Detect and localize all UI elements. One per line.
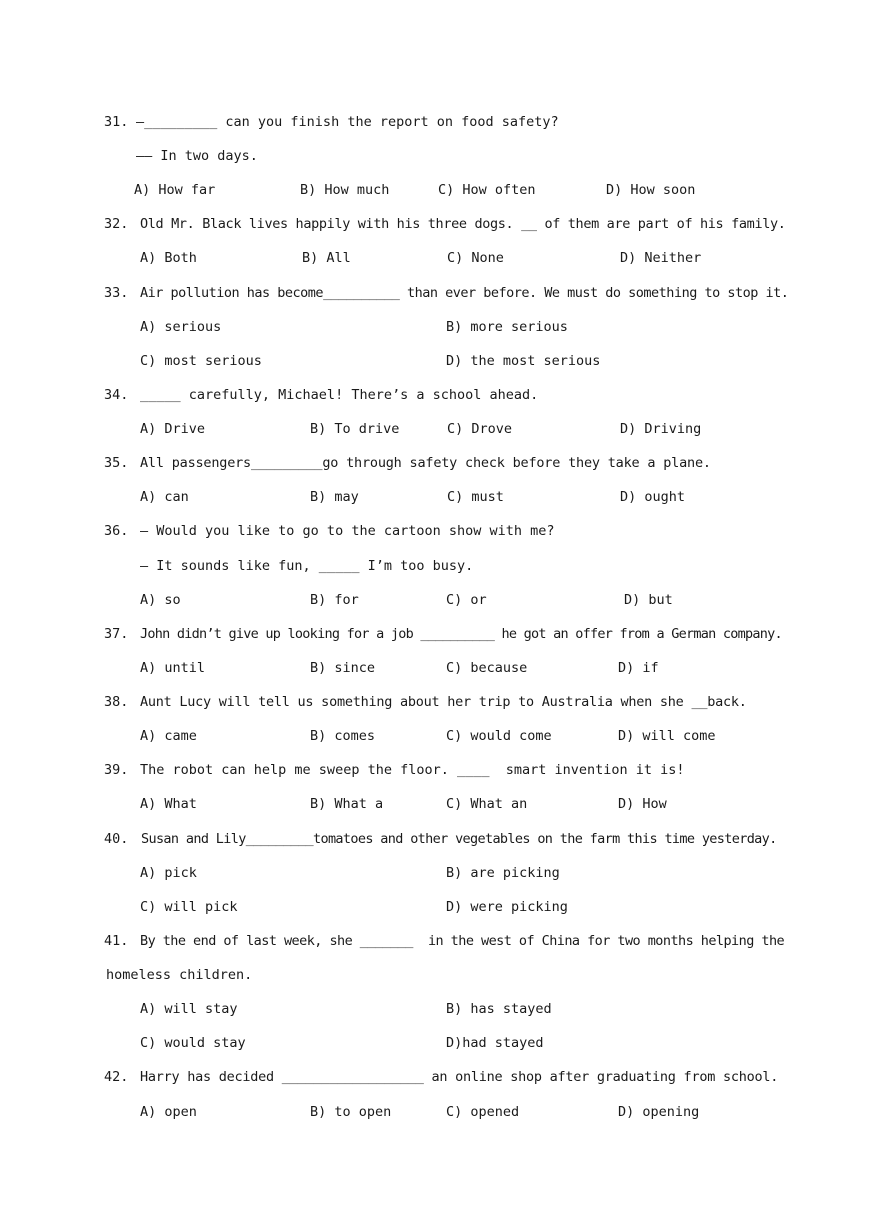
question-reply: —— In two days. xyxy=(136,148,258,164)
question-stem: Air pollution has become__________ than ever before. We must do something to stop it. xyxy=(140,285,789,301)
option-c: C) opened xyxy=(446,1104,520,1120)
question-stem: By the end of last week, she _______ in the west of China for two months helping the xyxy=(140,933,785,949)
option-d: D) Driving xyxy=(620,421,702,437)
option-c: C) None xyxy=(447,250,504,266)
option-c: C) What an xyxy=(446,796,528,812)
option-b: B) has stayed xyxy=(446,1001,552,1017)
question-number: 42. xyxy=(104,1069,129,1085)
option-b: B) since xyxy=(310,660,376,676)
option-d: D) the most serious xyxy=(446,353,601,369)
option-d: D) ought xyxy=(620,489,686,505)
option-c: C) would come xyxy=(446,728,552,744)
question-stem-continuation: homeless children. xyxy=(106,967,253,983)
option-c: C) must xyxy=(447,489,504,505)
question-reply: — It sounds like fun, _____ I’m too busy. xyxy=(140,558,474,574)
question-number: 35. xyxy=(104,455,129,471)
option-c: C) most serious xyxy=(140,353,262,369)
option-b: B) To drive xyxy=(310,421,400,437)
option-d: D) How xyxy=(618,796,667,812)
question-number: 32. xyxy=(104,216,129,232)
option-a: A) serious xyxy=(140,319,222,335)
option-c: C) How often xyxy=(438,182,536,198)
option-b: B) for xyxy=(310,592,359,608)
option-b: B) to open xyxy=(310,1104,392,1120)
option-a: A) What xyxy=(140,796,197,812)
option-b: B) All xyxy=(302,250,351,266)
question-stem: Aunt Lucy will tell us something about her trip to Australia when she __back. xyxy=(140,694,747,710)
question-stem: _____ carefully, Michael! There’s a school ahead. xyxy=(140,387,539,403)
option-c: C) Drove xyxy=(447,421,513,437)
option-d: D) were picking xyxy=(446,899,568,915)
question-number: 39. xyxy=(104,762,129,778)
question-stem: Harry has decided __________________ an online shop after graduating from school. xyxy=(140,1069,779,1085)
option-b: B) What a xyxy=(310,796,384,812)
option-a: A) How far xyxy=(134,182,216,198)
question-stem: John didn’t give up looking for a job __________ he got an offer from a German company. xyxy=(140,626,782,642)
option-d: D) but xyxy=(624,592,673,608)
question-stem: — Would you like to go to the cartoon show with me? xyxy=(140,523,555,539)
question-number: 40. xyxy=(104,831,129,847)
question-stem: —_________ can you finish the report on food safety? xyxy=(136,114,559,130)
question-number: 41. xyxy=(104,933,129,949)
option-a: A) open xyxy=(140,1104,197,1120)
option-d: D) if xyxy=(618,660,659,676)
option-d: D) will come xyxy=(618,728,716,744)
option-b: B) may xyxy=(310,489,359,505)
option-d: D) Neither xyxy=(620,250,702,266)
question-number: 36. xyxy=(104,523,129,539)
option-d: D)had stayed xyxy=(446,1035,544,1051)
option-b: B) How much xyxy=(300,182,390,198)
option-a: A) can xyxy=(140,489,189,505)
question-number: 34. xyxy=(104,387,129,403)
option-a: A) came xyxy=(140,728,197,744)
option-b: B) more serious xyxy=(446,319,568,335)
question-stem: Old Mr. Black lives happily with his three dogs. __ of them are part of his family. xyxy=(140,216,786,232)
option-a: A) so xyxy=(140,592,181,608)
question-stem: The robot can help me sweep the floor. ____ smart invention it is! xyxy=(140,762,685,778)
option-c: C) would stay xyxy=(140,1035,246,1051)
option-a: A) will stay xyxy=(140,1001,238,1017)
option-c: C) will pick xyxy=(140,899,238,915)
question-number: 33. xyxy=(104,285,129,301)
question-stem: All passengers_________go through safety check before they take a plane. xyxy=(140,455,711,471)
question-number: 31. xyxy=(104,114,129,130)
option-d: D) opening xyxy=(618,1104,700,1120)
option-a: A) pick xyxy=(140,865,197,881)
option-b: B) are picking xyxy=(446,865,560,881)
option-a: A) Both xyxy=(140,250,197,266)
option-c: C) because xyxy=(446,660,528,676)
option-d: D) How soon xyxy=(606,182,696,198)
question-number: 38. xyxy=(104,694,129,710)
option-a: A) until xyxy=(140,660,206,676)
question-stem: Susan and Lily_________tomatoes and other vegetables on the farm this time yesterday. xyxy=(141,831,777,847)
option-c: C) or xyxy=(446,592,487,608)
question-number: 37. xyxy=(104,626,129,642)
option-a: A) Drive xyxy=(140,421,206,437)
option-b: B) comes xyxy=(310,728,376,744)
